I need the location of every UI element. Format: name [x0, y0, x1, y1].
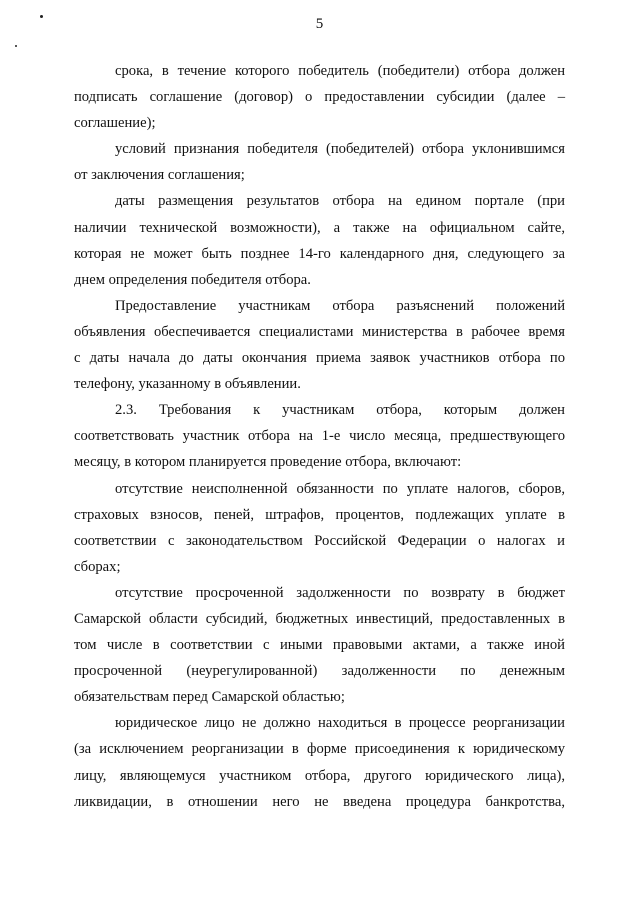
text-line: телефону, указанному в объявлении.	[74, 376, 301, 393]
paragraph	[74, 710, 565, 814]
document-body	[74, 58, 565, 815]
paragraph	[74, 58, 565, 136]
paragraph	[74, 293, 565, 397]
text-line: наличии технической возможности), а также на официальном сайте,	[74, 219, 565, 236]
paragraph	[74, 476, 565, 580]
text-line: Самарской области субсидий, бюджетных инвестиций, предоставленных в	[74, 610, 565, 627]
text-line: месяцу, в котором планируется проведение отбора, включают:	[74, 454, 462, 471]
text-line: от заключения соглашения;	[74, 167, 245, 184]
text-line: страховых взносов, пеней, штрафов, процентов, подлежащих уплате в	[74, 506, 565, 523]
text-line: соответствовать участник отбора на 1-е число месяца, предшествующего	[74, 428, 565, 445]
text-line: (за исключением реорганизации в форме присоединения к юридическому	[74, 741, 565, 758]
text-line: сборах;	[74, 558, 121, 575]
text-line: юридическое лицо не должно находиться в процессе реорганизации	[115, 715, 565, 732]
text-line: соглашение);	[74, 115, 156, 132]
text-line: подписать соглашение (договор) о предоставлении субсидии (далее –	[74, 89, 565, 106]
text-line: отсутствие просроченной задолженности по возврату в бюджет	[115, 584, 565, 601]
page-number: 5	[315, 16, 324, 32]
scan-artifact-dot	[15, 45, 17, 47]
text-line: том числе в соответствии с иными правовыми актами, а также иной	[74, 637, 565, 654]
text-line: просроченной (неурегулированной) задолженности по денежным	[74, 663, 565, 680]
text-line: днем определения победителя отбора.	[74, 271, 311, 288]
text-line: Предоставление участникам отбора разъяснений положений	[115, 297, 565, 314]
paragraph	[74, 136, 565, 188]
text-line: с даты начала до даты окончания приема заявок участников отбора по	[74, 350, 565, 367]
text-line: условий признания победителя (победителей) отбора уклонившимся	[115, 141, 565, 158]
text-line: объявления обеспечивается специалистами министерства в рабочее время	[74, 323, 565, 340]
text-line: 2.3. Требования к участникам отбора, которым должен	[115, 402, 565, 419]
text-line: обязательствам перед Самарской областью;	[74, 689, 345, 706]
text-line: даты размещения результатов отбора на едином портале (при	[115, 193, 565, 210]
paragraph	[74, 580, 565, 710]
paragraph	[74, 188, 565, 292]
text-line: лицу, являющемуся участником отбора, другого юридического лица),	[74, 767, 565, 784]
text-line: которая не может быть позднее 14-го календарного дня, следующего за	[74, 245, 565, 262]
text-line: срока, в течение которого победитель (победители) отбора должен	[115, 63, 565, 79]
text-line: ликвидации, в отношении него не введена процедура банкротства,	[74, 793, 565, 810]
text-line: отсутствие неисполненной обязанности по уплате налогов, сборов,	[115, 480, 565, 497]
text-line: соответствии с законодательством Российской Федерации о налогах и	[74, 532, 565, 549]
paragraph	[74, 397, 565, 475]
